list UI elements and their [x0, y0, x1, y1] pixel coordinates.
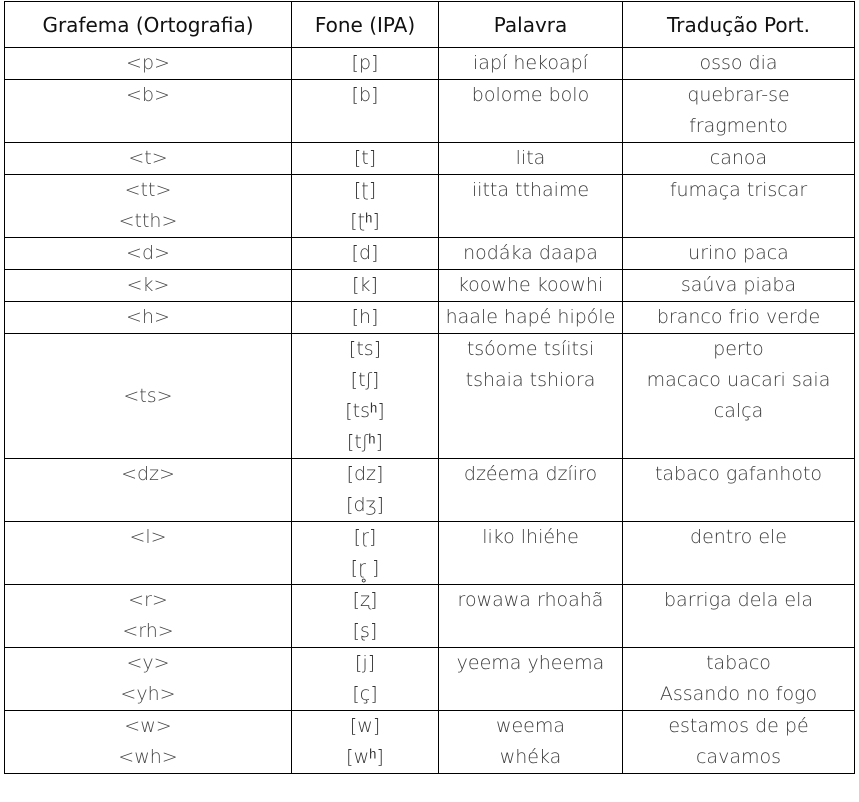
cell-line: tabaco gafanhoto: [654, 463, 823, 485]
cell-grafema: [5, 648, 292, 711]
cell-palavra: [439, 585, 623, 648]
cell-grafema: [5, 270, 292, 302]
cell-traducao: [623, 270, 855, 302]
cell-line: [ɽ]: [353, 526, 377, 548]
cell-traducao: [623, 334, 855, 459]
cell-grafema: [5, 175, 292, 238]
cell-line: [k]: [352, 274, 378, 296]
cell-line: perto: [713, 338, 764, 360]
cell-line: [ʈ]: [353, 179, 377, 201]
table-row: [5, 175, 855, 238]
cell-line: weema: [495, 715, 566, 737]
cell-line: <p>: [126, 52, 170, 74]
cell-line: iapí hekoapí: [473, 52, 588, 74]
table-row: [5, 711, 855, 774]
cell-line: [dz]: [346, 463, 384, 485]
cell-line: <yh>: [120, 683, 176, 705]
cell-traducao: [623, 80, 855, 143]
table-row: [5, 459, 855, 522]
cell-grafema: [5, 711, 292, 774]
cell-traducao: [623, 175, 855, 238]
cell-fone: [292, 302, 439, 334]
cell-line: estamos de pé: [668, 715, 809, 737]
cell-line: iitta tthaime: [471, 179, 590, 201]
cell-line: [t]: [353, 147, 377, 169]
cell-traducao: [623, 585, 855, 648]
header-palavra: Palavra: [439, 2, 623, 48]
table-row: [5, 585, 855, 648]
cell-palavra: [439, 711, 623, 774]
cell-fone: [292, 585, 439, 648]
cell-line: <h>: [126, 306, 170, 328]
cell-line: yeema yheema: [456, 652, 605, 674]
cell-line: Assando no fogo: [659, 683, 818, 705]
cell-fone: [292, 80, 439, 143]
cell-line: fumaça triscar: [669, 179, 808, 201]
cell-palavra: [439, 522, 623, 585]
cell-line: [h]: [351, 306, 379, 328]
phoneme-table: [4, 1, 855, 774]
cell-line: <k>: [126, 274, 170, 296]
cell-line: <tt>: [124, 179, 172, 201]
cell-grafema: [5, 334, 292, 459]
cell-line: [wʰ]: [346, 746, 384, 768]
cell-line: <b>: [126, 84, 170, 106]
cell-fone: [292, 711, 439, 774]
table-row: [5, 302, 855, 334]
cell-line: quebrar-se: [687, 84, 790, 106]
cell-line: [p]: [351, 52, 379, 74]
cell-palavra: [439, 459, 623, 522]
cell-fone: [292, 334, 439, 459]
cell-traducao: [623, 459, 855, 522]
table-row: [5, 522, 855, 585]
cell-grafema: [5, 80, 292, 143]
table-body: [5, 48, 855, 774]
cell-line: canoa: [709, 147, 768, 169]
cell-line: saúva piaba: [680, 274, 797, 296]
cell-line: [j]: [354, 652, 376, 674]
cell-line: [tsʰ]: [345, 400, 385, 422]
cell-traducao: [623, 302, 855, 334]
cell-line: whéka: [499, 746, 562, 768]
cell-palavra: [439, 48, 623, 80]
cell-line: [tʃ]: [350, 369, 380, 391]
cell-line: <wh>: [118, 746, 178, 768]
cell-fone: [292, 143, 439, 175]
cell-grafema: [5, 143, 292, 175]
cell-line: [ts]: [348, 338, 382, 360]
cell-palavra: [439, 80, 623, 143]
cell-line: <ts>: [123, 384, 173, 407]
cell-grafema: [5, 585, 292, 648]
cell-palavra: [439, 302, 623, 334]
cell-line: macaco uacari saia: [646, 369, 831, 391]
table-row: [5, 80, 855, 143]
cell-palavra: [439, 648, 623, 711]
cell-line: branco frio verde: [656, 306, 821, 328]
cell-line: fragmento: [689, 115, 788, 137]
cell-palavra: [439, 334, 623, 459]
cell-line: dzéema dzíiro: [463, 463, 598, 485]
cell-line: haale hapé hipóle: [445, 306, 616, 328]
cell-line: [dʒ]: [346, 494, 384, 516]
header-row: [5, 2, 855, 48]
cell-line: [ç]: [352, 683, 378, 705]
cell-fone: [292, 522, 439, 585]
cell-line: [ɽ̥ ]: [350, 557, 380, 579]
cell-fone: [292, 175, 439, 238]
header-grafema: Grafema (Ortografia): [5, 2, 292, 48]
cell-grafema: [5, 48, 292, 80]
cell-line: lita: [515, 147, 546, 169]
cell-grafema: [5, 302, 292, 334]
cell-fone: [292, 648, 439, 711]
cell-grafema: [5, 522, 292, 585]
table-row: [5, 270, 855, 302]
cell-grafema: [5, 459, 292, 522]
cell-line: liko lhiéhe: [482, 526, 579, 548]
cell-line: rowawa rhoahã: [457, 589, 604, 611]
cell-traducao: [623, 238, 855, 270]
cell-fone: [292, 459, 439, 522]
cell-line: osso dia: [699, 52, 778, 74]
cell-line: calça: [713, 400, 764, 422]
cell-line: [b]: [351, 84, 379, 106]
cell-line: [d]: [351, 242, 379, 264]
cell-line: [ʈʰ]: [350, 210, 380, 232]
cell-fone: [292, 48, 439, 80]
cell-traducao: [623, 48, 855, 80]
cell-traducao: [623, 522, 855, 585]
table-row: [5, 48, 855, 80]
cell-grafema: [5, 238, 292, 270]
cell-palavra: [439, 175, 623, 238]
cell-line: <rh>: [122, 620, 174, 642]
cell-line: <r>: [128, 589, 168, 611]
cell-line: bolome bolo: [471, 84, 590, 106]
cell-palavra: [439, 238, 623, 270]
cell-line: barriga dela ela: [663, 589, 813, 611]
cell-line: tshaia tshiora: [465, 369, 596, 391]
cell-palavra: [439, 270, 623, 302]
header-traducao: Tradução Port.: [623, 2, 855, 48]
cell-line: <t>: [128, 147, 168, 169]
cell-line: [tʃʰ]: [347, 431, 383, 453]
cell-line: nodáka daapa: [463, 242, 598, 264]
cell-line: urino paca: [688, 242, 789, 264]
cell-line: <tth>: [118, 210, 178, 232]
cell-line: tsóome tsíitsi: [466, 338, 595, 360]
header-fone: Fone (IPA): [292, 2, 439, 48]
cell-line: koowhe koowhi: [457, 274, 604, 296]
cell-traducao: [623, 648, 855, 711]
cell-line: cavamos: [695, 746, 781, 768]
cell-line: [ʂ]: [352, 620, 378, 642]
cell-line: tabaco: [706, 652, 771, 674]
cell-palavra: [439, 143, 623, 175]
cell-line: <w>: [124, 715, 172, 737]
cell-traducao: [623, 143, 855, 175]
table-row: [5, 238, 855, 270]
table-row: [5, 334, 855, 459]
cell-line: <y>: [126, 652, 170, 674]
cell-line: <d>: [126, 242, 170, 264]
cell-fone: [292, 238, 439, 270]
cell-line: dentro ele: [690, 526, 787, 548]
cell-line: <dz>: [121, 463, 175, 485]
cell-traducao: [623, 711, 855, 774]
cell-fone: [292, 270, 439, 302]
cell-line: [w]: [349, 715, 381, 737]
cell-line: <l>: [129, 526, 167, 548]
cell-line: [ʐ]: [352, 589, 378, 611]
table-row: [5, 648, 855, 711]
table-row: [5, 143, 855, 175]
